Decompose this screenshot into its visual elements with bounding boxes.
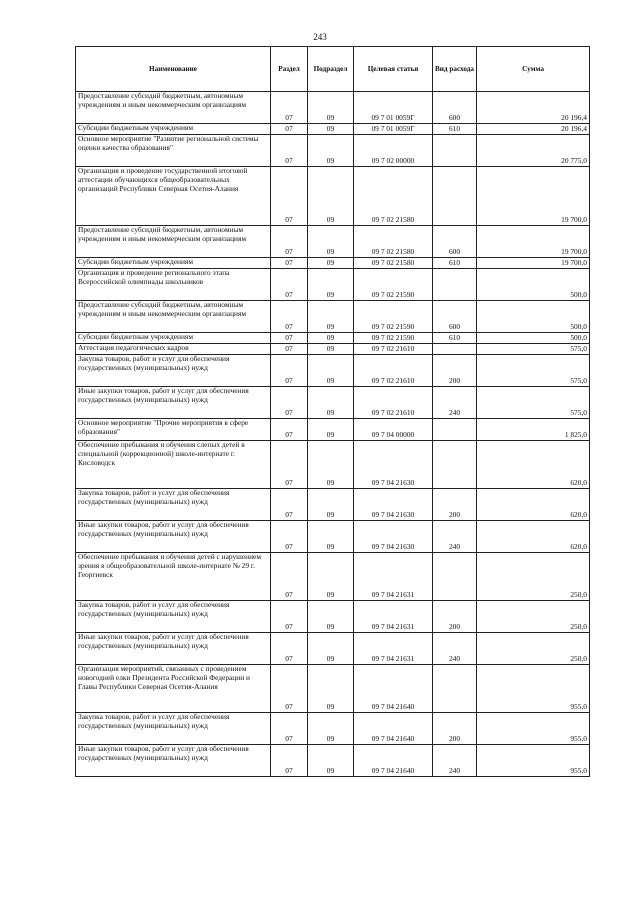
cell-name: Иные закупки товаров, работ и услуг для обеспечения государственных (муниципальных) нужд [76, 521, 271, 553]
cell-target: 09 7 04 21630 [354, 441, 433, 489]
cell-name: Предоставление субсидий бюджетным, автономным учреждениям и иным некоммерческим организациям [76, 301, 271, 333]
table-row [76, 665, 590, 713]
cell-name: Аттестация педагогических кадров [76, 344, 271, 355]
table-row [76, 258, 590, 269]
cell-name: Основное мероприятие "Прочие мероприятия в сфере образования" [76, 419, 271, 441]
table-row [76, 344, 590, 355]
cell-section: 07 [271, 167, 308, 226]
cell-sum: 20 196,4 [477, 124, 590, 135]
cell-subsection: 09 [308, 135, 354, 167]
cell-name: Закупка товаров, работ и услуг для обеспечения государственных (муниципальных) нужд [76, 489, 271, 521]
cell-name: Основное мероприятие "Развитие региональной системы оценки качества образования" [76, 135, 271, 167]
cell-sum: 250,0 [477, 633, 590, 665]
table-row [76, 745, 590, 777]
cell-sum: 575,0 [477, 355, 590, 387]
cell-expense-type: 610 [433, 124, 477, 135]
cell-sum: 500,0 [477, 269, 590, 301]
cell-subsection: 09 [308, 92, 354, 124]
table-row [76, 441, 590, 489]
cell-subsection: 09 [308, 713, 354, 745]
cell-target: 09 7 02 21580 [354, 226, 433, 258]
cell-subsection: 09 [308, 489, 354, 521]
cell-subsection: 09 [308, 124, 354, 135]
cell-section: 07 [271, 344, 308, 355]
cell-section: 07 [271, 333, 308, 344]
cell-sum: 500,0 [477, 333, 590, 344]
header-name: Наименование [76, 47, 271, 92]
cell-expense-type: 610 [433, 258, 477, 269]
cell-sum: 575,0 [477, 387, 590, 419]
cell-expense-type [433, 441, 477, 489]
cell-expense-type: 600 [433, 226, 477, 258]
cell-section: 07 [271, 521, 308, 553]
cell-sum: 19 700,0 [477, 167, 590, 226]
cell-expense-type [433, 419, 477, 441]
cell-subsection: 09 [308, 387, 354, 419]
table-body [76, 92, 590, 777]
cell-target: 09 7 04 21630 [354, 489, 433, 521]
cell-expense-type: 240 [433, 745, 477, 777]
cell-target: 09 7 02 21610 [354, 355, 433, 387]
cell-subsection: 09 [308, 553, 354, 601]
cell-sum: 955,0 [477, 713, 590, 745]
cell-subsection: 09 [308, 226, 354, 258]
cell-subsection: 09 [308, 521, 354, 553]
cell-sum: 955,0 [477, 665, 590, 713]
table-row [76, 553, 590, 601]
cell-name: Обеспечение пребывания и обучения слепых детей в специальной (коррекционной) школе-интернате г. Кисловодск [76, 441, 271, 489]
cell-sum: 1 825,0 [477, 419, 590, 441]
budget-table [75, 46, 590, 777]
cell-name: Иные закупки товаров, работ и услуг для обеспечения государственных (муниципальных) нужд [76, 745, 271, 777]
cell-target: 09 7 04 21640 [354, 745, 433, 777]
cell-expense-type: 240 [433, 387, 477, 419]
cell-sum: 250,0 [477, 553, 590, 601]
cell-target: 09 7 02 21580 [354, 258, 433, 269]
cell-name: Субсидии бюджетным учреждениям [76, 258, 271, 269]
cell-sum: 955,0 [477, 745, 590, 777]
cell-name: Субсидии бюджетным учреждениям [76, 333, 271, 344]
cell-sum: 620,0 [477, 441, 590, 489]
table-row [76, 301, 590, 333]
cell-expense-type [433, 665, 477, 713]
cell-target: 09 7 04 21630 [354, 521, 433, 553]
cell-target: 09 7 04 00000 [354, 419, 433, 441]
table-row [76, 226, 590, 258]
cell-expense-type: 200 [433, 355, 477, 387]
cell-target: 09 7 02 21610 [354, 387, 433, 419]
cell-target: 09 7 04 21640 [354, 713, 433, 745]
cell-name: Закупка товаров, работ и услуг для обеспечения государственных (муниципальных) нужд [76, 713, 271, 745]
header-sum: Сумма [477, 47, 590, 92]
table-row [76, 167, 590, 226]
cell-name: Организация мероприятий, связанных с проведением новогодней елки Президента Российской Федерации и Главы Республики Северная Осетия-Алания [76, 665, 271, 713]
cell-section: 07 [271, 601, 308, 633]
cell-sum: 19 700,0 [477, 226, 590, 258]
cell-subsection: 09 [308, 665, 354, 713]
table-row [76, 601, 590, 633]
cell-target: 09 7 02 21590 [354, 301, 433, 333]
cell-section: 07 [271, 745, 308, 777]
cell-sum: 20 775,0 [477, 135, 590, 167]
cell-target: 09 7 01 0059Г [354, 124, 433, 135]
cell-subsection: 09 [308, 258, 354, 269]
cell-expense-type: 200 [433, 489, 477, 521]
cell-name: Организация и проведение государственной итоговой аттестации обучающихся общеобразовательных организаций Республики Северная Осетия-Алания [76, 167, 271, 226]
cell-section: 07 [271, 124, 308, 135]
cell-section: 07 [271, 553, 308, 601]
cell-section: 07 [271, 301, 308, 333]
cell-target: 09 7 02 21610 [354, 344, 433, 355]
header-expense-type: Вид расхода [433, 47, 477, 92]
cell-subsection: 09 [308, 419, 354, 441]
cell-sum: 620,0 [477, 489, 590, 521]
table-row [76, 633, 590, 665]
cell-subsection: 09 [308, 269, 354, 301]
header-subsection: Подраздел [308, 47, 354, 92]
cell-target: 09 7 04 21631 [354, 633, 433, 665]
cell-section: 07 [271, 665, 308, 713]
cell-name: Субсидии бюджетным учреждениям [76, 124, 271, 135]
page-number: 243 [313, 32, 327, 42]
cell-section: 07 [271, 441, 308, 489]
cell-target: 09 7 01 0059Г [354, 92, 433, 124]
table-row [76, 135, 590, 167]
cell-expense-type [433, 167, 477, 226]
cell-expense-type: 200 [433, 713, 477, 745]
table-row [76, 489, 590, 521]
table-row [76, 713, 590, 745]
cell-expense-type: 240 [433, 633, 477, 665]
cell-target: 09 7 02 21590 [354, 333, 433, 344]
cell-subsection: 09 [308, 344, 354, 355]
cell-section: 07 [271, 92, 308, 124]
cell-sum: 19 700,0 [477, 258, 590, 269]
cell-section: 07 [271, 489, 308, 521]
cell-expense-type [433, 135, 477, 167]
cell-section: 07 [271, 135, 308, 167]
table-row [76, 387, 590, 419]
cell-name: Закупка товаров, работ и услуг для обеспечения государственных (муниципальных) нужд [76, 355, 271, 387]
cell-expense-type: 600 [433, 301, 477, 333]
cell-section: 07 [271, 355, 308, 387]
header-section: Раздел [271, 47, 308, 92]
cell-section: 07 [271, 713, 308, 745]
cell-sum: 20 196,4 [477, 92, 590, 124]
cell-expense-type: 200 [433, 601, 477, 633]
table-header-row [76, 47, 590, 92]
cell-sum: 500,0 [477, 301, 590, 333]
cell-section: 07 [271, 226, 308, 258]
cell-name: Иные закупки товаров, работ и услуг для обеспечения государственных (муниципальных) нужд [76, 633, 271, 665]
cell-expense-type [433, 344, 477, 355]
table-row [76, 124, 590, 135]
cell-expense-type: 240 [433, 521, 477, 553]
table-row [76, 333, 590, 344]
cell-target: 09 7 04 21640 [354, 665, 433, 713]
cell-expense-type: 610 [433, 333, 477, 344]
cell-expense-type: 600 [433, 92, 477, 124]
cell-name: Обеспечение пребывания и обучения детей с нарушением зрения в общеобразовательной школе-интернате № 29 г. Георгиевск [76, 553, 271, 601]
cell-section: 07 [271, 258, 308, 269]
cell-name: Закупка товаров, работ и услуг для обеспечения государственных (муниципальных) нужд [76, 601, 271, 633]
cell-subsection: 09 [308, 745, 354, 777]
cell-subsection: 09 [308, 301, 354, 333]
cell-subsection: 09 [308, 167, 354, 226]
cell-sum: 250,0 [477, 601, 590, 633]
cell-target: 09 7 02 21580 [354, 167, 433, 226]
cell-name: Организация и проведение регионального этапа Всероссийской олимпиады школьников [76, 269, 271, 301]
cell-subsection: 09 [308, 633, 354, 665]
table-row [76, 92, 590, 124]
cell-sum: 620,0 [477, 521, 590, 553]
cell-target: 09 7 04 21631 [354, 553, 433, 601]
cell-target: 09 7 04 21631 [354, 601, 433, 633]
cell-section: 07 [271, 419, 308, 441]
table-row [76, 521, 590, 553]
cell-section: 07 [271, 387, 308, 419]
cell-expense-type [433, 269, 477, 301]
cell-subsection: 09 [308, 355, 354, 387]
cell-target: 09 7 02 21590 [354, 269, 433, 301]
cell-expense-type [433, 553, 477, 601]
cell-subsection: 09 [308, 333, 354, 344]
cell-target: 09 7 02 00000 [354, 135, 433, 167]
cell-sum: 575,0 [477, 344, 590, 355]
cell-subsection: 09 [308, 601, 354, 633]
table-row [76, 419, 590, 441]
cell-name: Предоставление субсидий бюджетным, автономным учреждениям и иным некоммерческим организациям [76, 226, 271, 258]
cell-name: Предоставление субсидий бюджетным, автономным учреждениям и иным некоммерческим организациям [76, 92, 271, 124]
table-row [76, 355, 590, 387]
cell-subsection: 09 [308, 441, 354, 489]
cell-name: Иные закупки товаров, работ и услуг для обеспечения государственных (муниципальных) нужд [76, 387, 271, 419]
cell-section: 07 [271, 633, 308, 665]
cell-section: 07 [271, 269, 308, 301]
table-row [76, 269, 590, 301]
header-target: Целевая статья [354, 47, 433, 92]
